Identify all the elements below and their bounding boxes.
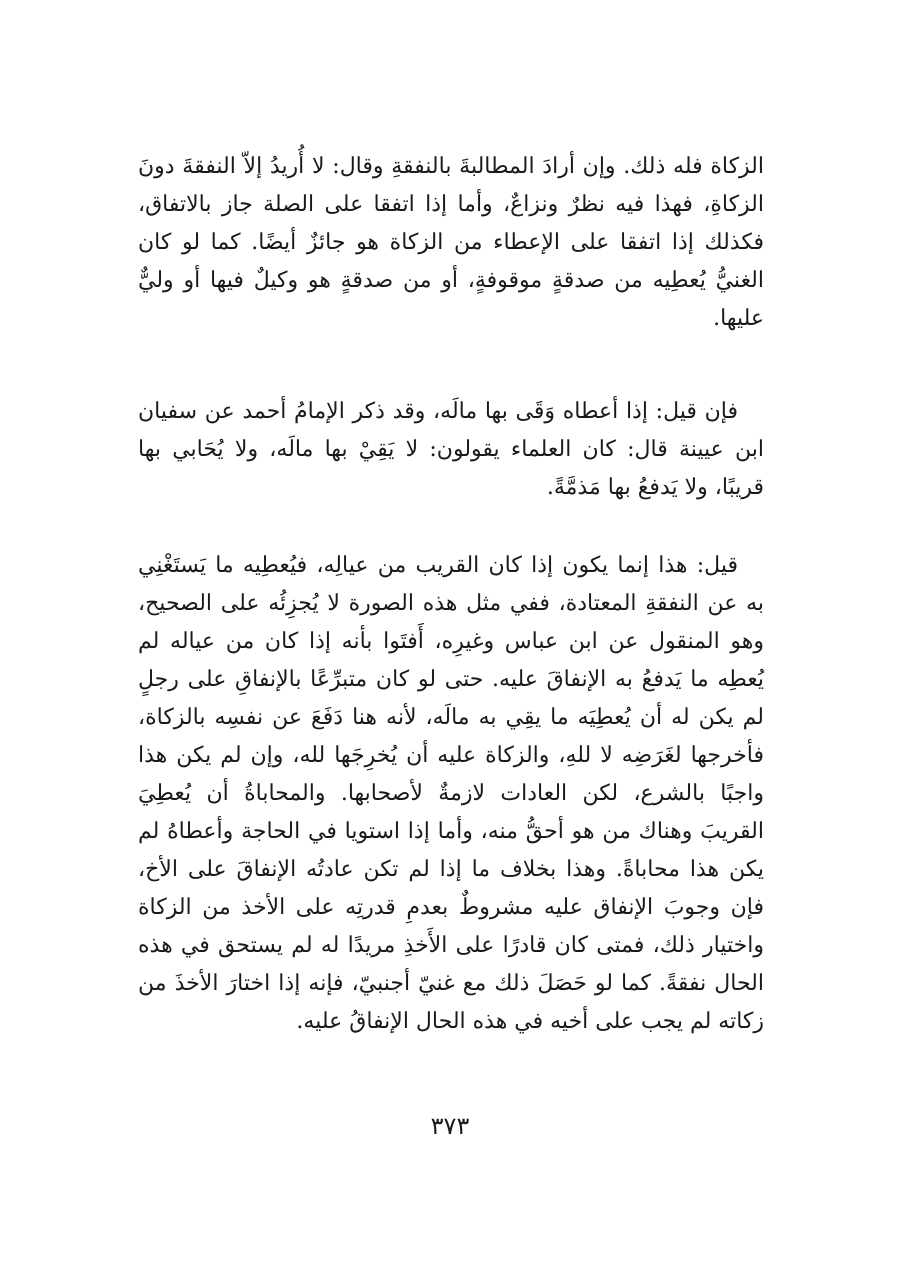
paragraph-1 [138, 148, 764, 338]
paragraph-text: فإن قيل: إذا أعطاه وَقَى بها مالَه، وقد ذكر الإمامُ أحمد عن سفيان ابن عيينة قال: كان العلماء يقولون: لا يَقِيْ بها مالَه، ولا يُحَابي بها قريبًا، ولا يَدفعُ بها مَذمَّةً. [138, 399, 764, 500]
paragraph-3 [138, 547, 764, 1041]
paragraph-text: قيل: هذا إنما يكون إذا كان القريب من عيالِه، فيُعطِيه ما يَستَغْنِي به عن النفقةِ المعتادة، ففي مثل هذه الصورة لا يُجزِئُه على الصحيح، وهو المنقول عن ابن عباس وغيرِه، أَفتَوا بأنه إذا كان من عياله لم يُعطِه ما يَدفعُ به الإنفاقَ عليه. حتى لو كان متبرِّعًا بالإنفاقِ على رجلٍ لم يكن له أن يُعطِيَه ما يقِي به مالَه، لأنه هنا دَفَعَ عن نفسِه بالزكاة، فأخرجها لغَرَضِه لا للهِ، والزكاة عليه أن يُخرِجَها لله، وإن لم يكن هذا واجبًا بالشرع، لكن العادات لازمةٌ لأصحابها. والمحاباةُ أن يُعطِيَ القريبَ وهناك من هو أحقُّ منه، وأما إذا استويا في الحاجة وأعطاهُ لم يكن هذا محاباةً. وهذا بخلاف ما إذا لم تكن عادتُه الإنفاقَ على الأخ، فإن وجوبَ الإنفاق عليه مشروطٌ بعدمِ قدرتِه على الأخذ من الزكاة واختيار ذلك، فمتى كان قادرًا على الأَخذِ مريدًا له لم يستحق في هذه الحال نفقةً. كما لو حَصَلَ ذلك مع غنيّ أجنبيّ، فإنه إذا اختارَ الأخذَ من زكاته لم يجب على أخيه في هذه الحال الإنفاقُ عليه. [138, 553, 764, 1034]
paragraph-2 [138, 393, 764, 507]
page-number: ٣٧٣ [430, 1112, 470, 1140]
paragraph-text: الزكاة فله ذلك. وإن أرادَ المطالبةَ بالنفقةِ وقال: لا أُريدُ إلاّ النفقةَ دونَ الزكاةِ، فهذا فيه نظرٌ ونزاعٌ، وأما إذا اتفقا على الصلة جاز بالاتفاق، فكذلك إذا اتفقا على الإعطاء من الزكاة هو جائزٌ أيضًا. كما لو كان الغنيُّ يُعطِيه من صدقةٍ موقوفةٍ، أو من صدقةٍ هو وكيلٌ فيها أو وليٌّ عليها. [138, 154, 764, 331]
